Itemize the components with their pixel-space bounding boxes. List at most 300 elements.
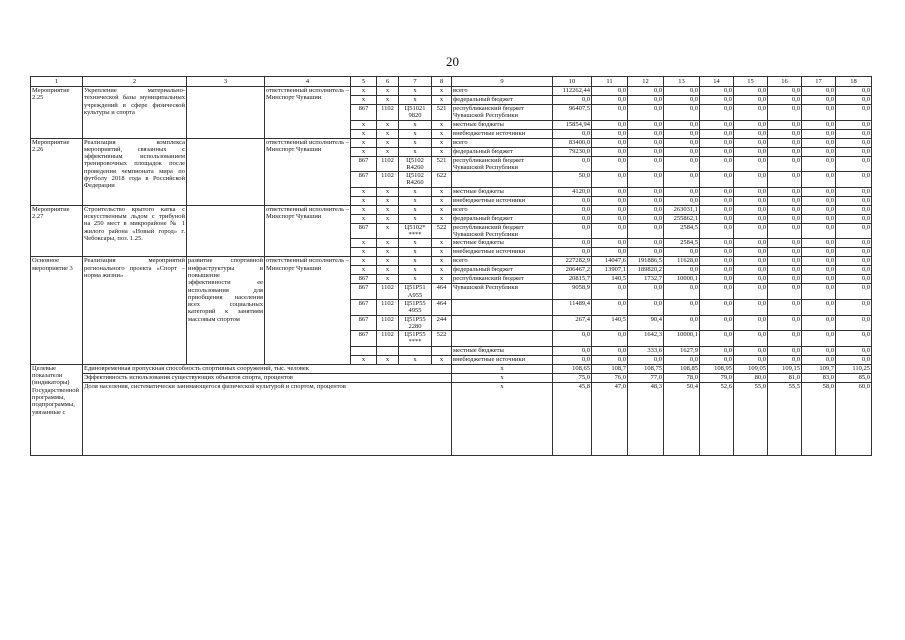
header-cell-9: 9 — [452, 77, 553, 87]
header-cell-7: 7 — [399, 77, 432, 87]
table-row — [31, 257, 872, 266]
executor-cell: ответственный исполнитель – Минспорт Чувашии — [265, 257, 351, 364]
target-article-cell: x — [399, 205, 432, 214]
amount-cell: 0,0 — [836, 346, 872, 355]
amount-cell: 0,0 — [700, 147, 734, 156]
indicator-value-cell: 52,6 — [700, 382, 734, 455]
expense-group-cell — [432, 346, 452, 355]
amount-cell: 0,0 — [734, 147, 768, 156]
indicator-value-cell: 80,0 — [734, 373, 768, 382]
amount-cell: 10000,1 — [664, 275, 700, 284]
amount-cell: 0,0 — [734, 214, 768, 223]
amount-cell: 0,0 — [592, 299, 628, 315]
header-cell-1: 1 — [31, 77, 83, 87]
event-name-cell: Реализация мероприятий регионального проекта «Спорт – норма жизни» — [83, 257, 187, 364]
amount-cell: 0,0 — [664, 156, 700, 172]
amount-cell: 0,0 — [802, 120, 836, 129]
funding-source-cell: внебюджетные источники — [452, 248, 553, 257]
amount-cell: 0,0 — [628, 187, 664, 196]
event-name-cell: Строительство крытого катка с искусственным льдом с трибуной на 250 мест в микрорайоне № 1 жилого района «Новый город» г. Чебоксары, поз. 1.25. — [83, 205, 187, 257]
amount-cell: 4120,0 — [553, 187, 592, 196]
funding-source-cell: местные бюджеты — [452, 187, 553, 196]
amount-cell: 0,0 — [802, 105, 836, 121]
header-cell-8: 8 — [432, 77, 452, 87]
amount-cell: 0,0 — [836, 172, 872, 188]
amount-cell: 0,0 — [734, 299, 768, 315]
indicator-name-cell: Доля населения, систематически занимающегося физической культурой и спортом, процентов — [83, 382, 452, 455]
amount-cell: 0,0 — [802, 299, 836, 315]
section-code-cell: x — [377, 205, 399, 214]
amount-cell: 0,0 — [836, 138, 872, 147]
expense-group-cell: x — [432, 120, 452, 129]
amount-cell: 0,0 — [553, 214, 592, 223]
amount-cell: 0,0 — [836, 331, 872, 347]
amount-cell: 0,0 — [734, 196, 768, 205]
section-code-cell: x — [377, 266, 399, 275]
amount-cell: 0,0 — [592, 205, 628, 214]
target-article-cell: x — [399, 187, 432, 196]
amount-cell: 0,0 — [592, 331, 628, 347]
funding-source-cell: всего — [452, 205, 553, 214]
funding-source-cell: федеральный бюджет — [452, 147, 553, 156]
expense-group-cell: x — [432, 96, 452, 105]
amount-cell: 0,0 — [768, 331, 802, 347]
amount-cell: 0,0 — [734, 105, 768, 121]
amount-cell: 0,0 — [664, 355, 700, 364]
target-article-cell: x — [399, 214, 432, 223]
amount-cell: 0,0 — [553, 156, 592, 172]
amount-cell: 0,0 — [836, 196, 872, 205]
header-cell-11: 11 — [592, 77, 628, 87]
amount-cell: 0,0 — [700, 172, 734, 188]
amount-cell: 0,0 — [664, 315, 700, 331]
grbs-code-cell: x — [351, 248, 377, 257]
amount-cell: 20815,7 — [553, 275, 592, 284]
expense-group-cell: x — [432, 257, 452, 266]
indicator-x-cell: x — [452, 364, 553, 373]
amount-cell: 0,0 — [802, 96, 836, 105]
header-cell-5: 5 — [351, 77, 377, 87]
grbs-code-cell: 867 — [351, 105, 377, 121]
header-cell-6: 6 — [377, 77, 399, 87]
amount-cell: 0,0 — [768, 147, 802, 156]
section-code-cell: 1102 — [377, 156, 399, 172]
indicator-value-cell: 108,75 — [628, 364, 664, 373]
amount-cell: 0,0 — [700, 196, 734, 205]
expense-group-cell: x — [432, 214, 452, 223]
target-article-cell: Ц51021 9820 — [399, 105, 432, 121]
funding-source-cell: местные бюджеты — [452, 346, 553, 355]
amount-cell: 0,0 — [700, 355, 734, 364]
amount-cell: 0,0 — [700, 331, 734, 347]
grbs-code-cell: x — [351, 196, 377, 205]
amount-cell: 0,0 — [836, 248, 872, 257]
indicator-value-cell: 47,0 — [592, 382, 628, 455]
target-article-cell: x — [399, 275, 432, 284]
amount-cell: 0,0 — [700, 315, 734, 331]
amount-cell: 0,0 — [734, 96, 768, 105]
amount-cell: 0,0 — [628, 87, 664, 96]
header-cell-3: 3 — [187, 77, 265, 87]
target-article-cell: Ц5102 R4260 — [399, 156, 432, 172]
amount-cell: 0,0 — [836, 187, 872, 196]
amount-cell: 0,0 — [628, 129, 664, 138]
amount-cell: 0,0 — [628, 214, 664, 223]
expense-group-cell: 464 — [432, 299, 452, 315]
expense-group-cell: x — [432, 196, 452, 205]
indicator-value-cell: 45,8 — [553, 382, 592, 455]
amount-cell: 0,0 — [734, 187, 768, 196]
amount-cell: 0,0 — [802, 275, 836, 284]
amount-cell: 0,0 — [700, 275, 734, 284]
goal-link-cell — [187, 87, 265, 139]
amount-cell: 0,0 — [592, 129, 628, 138]
amount-cell: 2584,5 — [664, 239, 700, 248]
amount-cell: 0,0 — [700, 266, 734, 275]
amount-cell: 0,0 — [802, 129, 836, 138]
amount-cell: 0,0 — [734, 257, 768, 266]
amount-cell: 0,0 — [768, 355, 802, 364]
goal-link-cell — [187, 205, 265, 257]
amount-cell: 0,0 — [734, 275, 768, 284]
event-name-cell: Реализация комплекса мероприятий, связанных с эффективным использованием тренировочных площадок после проведения чемпионата мира по футболу 2018 года в Российской Федерации — [83, 138, 187, 205]
indicator-value-cell: 48,3 — [628, 382, 664, 455]
amount-cell: 0,0 — [802, 248, 836, 257]
amount-cell: 0,0 — [734, 355, 768, 364]
funding-source-cell — [452, 299, 553, 315]
amount-cell: 0,0 — [768, 275, 802, 284]
amount-cell: 0,0 — [802, 284, 836, 300]
target-article-cell: Ц51Р55 4955 — [399, 299, 432, 315]
amount-cell: 79230,0 — [553, 147, 592, 156]
amount-cell: 0,0 — [628, 299, 664, 315]
funding-source-cell: республиканский бюджет — [452, 275, 553, 284]
amount-cell: 0,0 — [700, 105, 734, 121]
grbs-code-cell: x — [351, 355, 377, 364]
amount-cell: 50,0 — [553, 172, 592, 188]
amount-cell: 0,0 — [734, 346, 768, 355]
amount-cell: 0,0 — [664, 147, 700, 156]
amount-cell: 140,5 — [592, 315, 628, 331]
amount-cell: 0,0 — [802, 315, 836, 331]
indicator-x-cell: x — [452, 373, 553, 382]
amount-cell: 13907,1 — [592, 266, 628, 275]
amount-cell: 0,0 — [592, 87, 628, 96]
amount-cell: 0,0 — [700, 96, 734, 105]
amount-cell: 0,0 — [836, 87, 872, 96]
indicator-value-cell: 85,0 — [836, 373, 872, 382]
indicator-value-cell: 78,0 — [664, 373, 700, 382]
section-code-cell: x — [377, 96, 399, 105]
section-code-cell: 1102 — [377, 331, 399, 347]
amount-cell: 0,0 — [802, 87, 836, 96]
header-cell-12: 12 — [628, 77, 664, 87]
amount-cell: 0,0 — [700, 284, 734, 300]
amount-cell: 267,4 — [553, 315, 592, 331]
expense-group-cell: x — [432, 87, 452, 96]
expense-group-cell: x — [432, 205, 452, 214]
header-cell-18: 18 — [836, 77, 872, 87]
section-code-cell: x — [377, 239, 399, 248]
amount-cell: 0,0 — [802, 214, 836, 223]
event-code-cell: Мероприятие 2.27 — [31, 205, 83, 257]
indicator-value-cell: 109,15 — [768, 364, 802, 373]
executor-cell: ответственный исполнитель – Минспорт Чувашии — [265, 87, 351, 139]
grbs-code-cell: 867 — [351, 172, 377, 188]
amount-cell: 0,0 — [768, 138, 802, 147]
section-code-cell: x — [377, 214, 399, 223]
funding-source-cell: федеральный бюджет — [452, 214, 553, 223]
grbs-code-cell: x — [351, 87, 377, 96]
amount-cell: 0,0 — [553, 248, 592, 257]
amount-cell: 0,0 — [628, 284, 664, 300]
section-code-cell: x — [377, 147, 399, 156]
amount-cell: 0,0 — [664, 172, 700, 188]
funding-source-cell: федеральный бюджет — [452, 266, 553, 275]
amount-cell: 0,0 — [768, 105, 802, 121]
funding-source-cell: республиканский бюджет Чувашской Республики — [452, 223, 553, 239]
amount-cell: 0,0 — [734, 172, 768, 188]
amount-cell: 0,0 — [628, 205, 664, 214]
section-code-cell: x — [377, 223, 399, 239]
indicator-value-cell: 108,65 — [553, 364, 592, 373]
amount-cell: 0,0 — [768, 257, 802, 266]
amount-cell: 0,0 — [592, 346, 628, 355]
amount-cell: 0,0 — [734, 239, 768, 248]
grbs-code-cell: x — [351, 266, 377, 275]
amount-cell: 0,0 — [592, 355, 628, 364]
amount-cell: 140,5 — [592, 275, 628, 284]
funding-source-cell: всего — [452, 87, 553, 96]
funding-source-cell: внебюджетные источники — [452, 355, 553, 364]
amount-cell: 0,0 — [628, 156, 664, 172]
expense-group-cell: x — [432, 266, 452, 275]
amount-cell: 206467,2 — [553, 266, 592, 275]
target-article-cell: Ц51Р55 2280 — [399, 315, 432, 331]
amount-cell: 0,0 — [553, 355, 592, 364]
indicator-value-cell: 60,0 — [836, 382, 872, 455]
amount-cell: 0,0 — [802, 172, 836, 188]
funding-source-cell — [452, 172, 553, 188]
funding-source-cell: федеральный бюджет — [452, 96, 553, 105]
target-article-cell: x — [399, 248, 432, 257]
expense-group-cell: x — [432, 138, 452, 147]
section-code-cell: x — [377, 138, 399, 147]
amount-cell: 0,0 — [734, 223, 768, 239]
amount-cell: 0,0 — [628, 223, 664, 239]
amount-cell: 0,0 — [768, 284, 802, 300]
amount-cell: 189820,2 — [628, 266, 664, 275]
amount-cell: 9058,9 — [553, 284, 592, 300]
amount-cell: 0,0 — [628, 196, 664, 205]
amount-cell: 0,0 — [664, 266, 700, 275]
amount-cell: 0,0 — [836, 120, 872, 129]
amount-cell: 0,0 — [836, 355, 872, 364]
amount-cell: 0,0 — [628, 355, 664, 364]
indicator-value-cell: 77,0 — [628, 373, 664, 382]
grbs-code-cell: 867 — [351, 315, 377, 331]
amount-cell: 0,0 — [628, 172, 664, 188]
amount-cell: 0,0 — [664, 105, 700, 121]
amount-cell: 0,0 — [836, 205, 872, 214]
target-article-cell: x — [399, 266, 432, 275]
amount-cell: 0,0 — [700, 214, 734, 223]
target-article-cell: x — [399, 138, 432, 147]
amount-cell: 0,0 — [592, 105, 628, 121]
executor-cell: ответственный исполнитель – Минспорт Чувашии — [265, 205, 351, 257]
indicator-value-cell: 109,7 — [802, 364, 836, 373]
amount-cell: 0,0 — [700, 156, 734, 172]
expense-group-cell: 522 — [432, 331, 452, 347]
section-code-cell: 1102 — [377, 172, 399, 188]
amount-cell: 0,0 — [553, 223, 592, 239]
section-code-cell: x — [377, 275, 399, 284]
target-article-cell: x — [399, 257, 432, 266]
indicator-value-cell: 109,05 — [734, 364, 768, 373]
funding-source-cell: внебюджетные источники — [452, 129, 553, 138]
amount-cell: 0,0 — [802, 331, 836, 347]
amount-cell: 0,0 — [664, 120, 700, 129]
amount-cell: 2584,5 — [664, 223, 700, 239]
amount-cell: 0,0 — [768, 187, 802, 196]
amount-cell: 0,0 — [768, 239, 802, 248]
amount-cell: 227282,9 — [553, 257, 592, 266]
section-code-cell: 1102 — [377, 315, 399, 331]
target-article-cell: x — [399, 87, 432, 96]
funding-source-cell: местные бюджеты — [452, 120, 553, 129]
amount-cell: 0,0 — [553, 205, 592, 214]
amount-cell: 0,0 — [664, 87, 700, 96]
amount-cell: 0,0 — [836, 129, 872, 138]
amount-cell: 0,0 — [802, 266, 836, 275]
section-code-cell: 1102 — [377, 105, 399, 121]
section-code-cell: x — [377, 187, 399, 196]
indicator-value-cell: 55,5 — [768, 382, 802, 455]
funding-source-cell: республиканский бюджет Чувашской Республики — [452, 156, 553, 172]
amount-cell: 0,0 — [836, 315, 872, 331]
amount-cell: 0,0 — [700, 239, 734, 248]
amount-cell: 1732,7 — [628, 275, 664, 284]
amount-cell: 0,0 — [836, 257, 872, 266]
amount-cell: 0,0 — [700, 129, 734, 138]
amount-cell: 0,0 — [700, 346, 734, 355]
amount-cell: 0,0 — [700, 248, 734, 257]
section-code-cell: 1102 — [377, 284, 399, 300]
amount-cell: 0,0 — [553, 129, 592, 138]
header-cell-16: 16 — [768, 77, 802, 87]
page-number: 20 — [446, 54, 459, 69]
amount-cell: 0,0 — [802, 239, 836, 248]
target-article-cell: x — [399, 96, 432, 105]
target-article-cell: x — [399, 239, 432, 248]
amount-cell: 112262,44 — [553, 87, 592, 96]
grbs-code-cell: x — [351, 239, 377, 248]
indicator-value-cell: 108,7 — [592, 364, 628, 373]
indicator-row — [31, 382, 872, 455]
indicator-value-cell: 58,0 — [802, 382, 836, 455]
amount-cell: 0,0 — [700, 120, 734, 129]
target-article-cell: x — [399, 120, 432, 129]
expense-group-cell: x — [432, 239, 452, 248]
indicator-row — [31, 364, 872, 373]
indicator-value-cell: 75,0 — [553, 373, 592, 382]
amount-cell: 0,0 — [836, 266, 872, 275]
grbs-code-cell: x — [351, 138, 377, 147]
section-code-cell: x — [377, 87, 399, 96]
amount-cell: 0,0 — [734, 331, 768, 347]
expense-group-cell: 622 — [432, 172, 452, 188]
amount-cell: 0,0 — [768, 196, 802, 205]
amount-cell: 0,0 — [628, 239, 664, 248]
amount-cell: 0,0 — [734, 248, 768, 257]
funding-source-cell: внебюджетные источники — [452, 196, 553, 205]
indicator-value-cell: 55,0 — [734, 382, 768, 455]
amount-cell: 0,0 — [553, 96, 592, 105]
amount-cell: 333,6 — [628, 346, 664, 355]
amount-cell: 0,0 — [768, 223, 802, 239]
amount-cell: 0,0 — [802, 355, 836, 364]
expense-group-cell: x — [432, 147, 452, 156]
header-row — [31, 77, 872, 87]
amount-cell: 0,0 — [592, 156, 628, 172]
table-row — [31, 138, 872, 147]
section-code-cell: 1102 — [377, 299, 399, 315]
amount-cell: 0,0 — [553, 346, 592, 355]
event-code-cell: Мероприятие 2.26 — [31, 138, 83, 205]
target-article-cell — [399, 346, 432, 355]
amount-cell: 0,0 — [664, 299, 700, 315]
grbs-code-cell: x — [351, 96, 377, 105]
indicator-name-cell: Единовременная пропускная способность спортивных сооружений, тыс. человек — [83, 364, 452, 373]
amount-cell: 0,0 — [664, 138, 700, 147]
target-article-cell: Ц5102 R4260 — [399, 172, 432, 188]
amount-cell: 0,0 — [700, 187, 734, 196]
amount-cell: 0,0 — [802, 223, 836, 239]
amount-cell: 0,0 — [592, 138, 628, 147]
amount-cell: 0,0 — [592, 96, 628, 105]
amount-cell: 0,0 — [700, 257, 734, 266]
funding-source-cell: всего — [452, 138, 553, 147]
amount-cell: 1627,9 — [664, 346, 700, 355]
amount-cell: 0,0 — [836, 105, 872, 121]
funding-source-cell — [452, 315, 553, 331]
target-article-cell: x — [399, 196, 432, 205]
amount-cell: 0,0 — [628, 138, 664, 147]
amount-cell: 0,0 — [664, 196, 700, 205]
indicator-value-cell: 50,4 — [664, 382, 700, 455]
target-article-cell: Ц51Р51 А955 — [399, 284, 432, 300]
amount-cell: 0,0 — [664, 284, 700, 300]
amount-cell: 0,0 — [836, 156, 872, 172]
amount-cell: 0,0 — [802, 196, 836, 205]
amount-cell: 0,0 — [768, 172, 802, 188]
amount-cell: 255862,1 — [664, 214, 700, 223]
funding-source-cell: республиканский бюджет Чувашской Республики — [452, 105, 553, 121]
expense-group-cell: 521 — [432, 156, 452, 172]
header-cell-2: 2 — [83, 77, 187, 87]
expense-group-cell: x — [432, 275, 452, 284]
amount-cell: 0,0 — [768, 266, 802, 275]
header-cell-17: 17 — [802, 77, 836, 87]
funding-source-cell — [452, 331, 553, 347]
amount-cell: 0,0 — [802, 187, 836, 196]
goal-link-cell: развитие спортивной инфраструктуры и повышение эффективности ее использования для приобщения населения всех социальных категорий к занятиям массовым спортом — [187, 257, 265, 364]
amount-cell: 0,0 — [734, 266, 768, 275]
amount-cell: 0,0 — [664, 187, 700, 196]
amount-cell: 10000,1 — [664, 331, 700, 347]
amount-cell: 0,0 — [664, 129, 700, 138]
amount-cell: 0,0 — [553, 331, 592, 347]
